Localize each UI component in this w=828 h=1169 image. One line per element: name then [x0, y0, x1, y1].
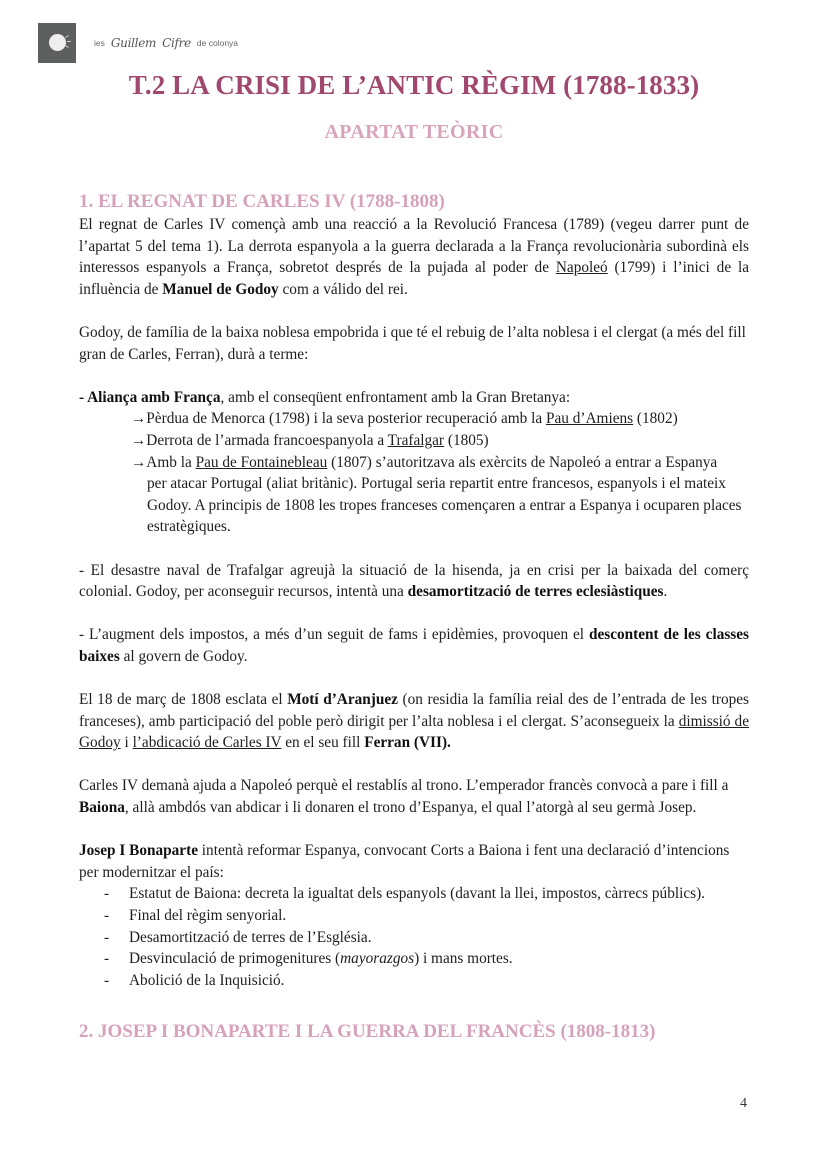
bold-baiona: Baiona: [79, 799, 125, 817]
school-logo-icon: [38, 23, 76, 63]
dash: -: [104, 885, 110, 903]
text: , allà ambdós van abdicar i li donaren el trono d’Espanya, el qual l’atorgà al seu germà Josep.: [124, 799, 697, 817]
text: i: [120, 734, 133, 752]
text: Desamortització de terres de l’Església.: [129, 928, 372, 946]
list-item: [79, 452, 749, 538]
text: Carles IV demanà ajuda a Napoleó perquè el restablís al trono. L’emperador francès convocà a pare i fill a: [79, 777, 729, 795]
link-trafalgar[interactable]: Trafalgar: [387, 431, 445, 449]
paragraph-aranjuez: [79, 689, 749, 754]
document-title: T.2 LA CRISI DE L’ANTIC RÈGIM (1788-1833): [128, 70, 700, 100]
text: - L’augment dels impostos, a més d’un seguit de fams i epidèmies, provoquen el: [79, 626, 589, 644]
text: .: [663, 583, 668, 601]
arrow-icon: →: [131, 410, 147, 428]
italic-mayorazgos: mayorazgos: [340, 950, 415, 968]
school-name-script-2: Cifre: [162, 36, 191, 50]
text: Estatut de Baiona: decreta la igualtat dels espanyols (davant la llei, impostos, càrrecs públics).: [129, 885, 706, 903]
text: en el seu fill: [281, 734, 365, 752]
arrow-icon: →: [131, 453, 147, 471]
arrow-icon: →: [131, 431, 147, 449]
text: (1807) s’autoritzava als exèrcits de Napoleó a entrar a Espanya: [327, 453, 718, 471]
text: intentà reformar Espanya, convocant Corts a Baiona i fent una declaració d’intencions per modernitzar el país:: [79, 842, 730, 881]
school-suffix: de colonya: [196, 38, 239, 48]
link-dimissio-godoy[interactable]: dimissió de Godoy: [79, 712, 749, 752]
bold-godoy: Manuel de Godoy: [162, 280, 279, 298]
section-1-heading: 1. EL REGNAT DE CARLES IV (1788-1808): [79, 191, 445, 212]
text: ) i mans mortes.: [414, 950, 513, 968]
text: per atacar Portugal (aliat britànic). Portugal seria repartit entre francesos, espanyols i el mateix Godoy. A principis de 1808 les tropes franceses començaren a entrar a Espanya i ocuparen places estratègiques.: [147, 475, 742, 536]
list-item: [79, 927, 749, 949]
link-napoleo[interactable]: Napoleó: [555, 259, 608, 277]
text: Abolició de la Inquisició.: [129, 971, 285, 989]
school-name: [94, 36, 238, 50]
page-number: 4: [740, 1096, 747, 1111]
list-item: [79, 948, 749, 970]
text: (1802): [633, 410, 678, 428]
list-item: [79, 430, 749, 452]
list-item: [79, 970, 749, 992]
paragraph-impostos: [79, 624, 749, 667]
dash: -: [104, 950, 110, 968]
list-item: [79, 905, 749, 927]
alliance-heading: [79, 387, 749, 409]
text: El 18 de març de 1808 esclata el: [79, 691, 288, 709]
paragraph-baiona: [79, 775, 749, 818]
bold-alliance: Aliança amb França: [87, 388, 221, 406]
list-item: [79, 883, 749, 905]
dash: -: [104, 971, 110, 989]
text: Derrota de l’armada francoespanyola a: [146, 431, 388, 449]
link-pau-amiens[interactable]: Pau d’Amiens: [545, 410, 634, 428]
text: Final del règim senyorial.: [129, 907, 287, 924]
text: al govern de Godoy.: [119, 647, 248, 665]
text: (1805): [444, 431, 489, 449]
text: , amb el conseqüent enfrontament amb la Gran Bretanya:: [220, 388, 571, 406]
text: Desvinculació de primogenitures (: [129, 950, 341, 968]
school-prefix: ies: [94, 38, 105, 48]
reforms-list: [79, 883, 749, 991]
text: (1799) i l’inici de la influència de: [79, 259, 749, 298]
paragraph-godoy: Godoy, de família de la baixa noblesa empobrida i que té el rebuig de l’alta noblesa i el clergat (a més del fill gran de Carles, Ferran), durà a terme:: [79, 323, 746, 363]
dash: -: [104, 928, 110, 946]
text: Amb la: [146, 453, 196, 471]
dash: -: [104, 907, 110, 924]
paragraph-trafalgar: [79, 560, 749, 603]
bold-ferran: Ferran (VII).: [364, 734, 451, 752]
paragraph-intro: [79, 214, 749, 300]
dash: -: [79, 388, 88, 406]
section-2-heading: 2. JOSEP I BONAPARTE I LA GUERRA DEL FRANCÈS (1808-1813): [79, 1021, 656, 1042]
bold-josep-bonaparte: Josep I Bonaparte: [79, 842, 198, 860]
text: com a válido del rei.: [278, 280, 408, 298]
paragraph-josep: [79, 840, 749, 883]
school-name-script-1: Guillem: [110, 36, 157, 50]
bold-descontent: descontent de les classes baixes: [79, 626, 749, 665]
bold-desamortitzacio: desamortització de terres eclesiàstiques: [407, 583, 664, 601]
document-subtitle: APARTAT TEÒRIC: [324, 121, 504, 143]
link-abdicacio-carles[interactable]: l’abdicació de Carles IV: [132, 734, 282, 752]
text: (on residia la família reial des de l’entrada de les tropes franceses), amb participació del poble però dirigit per l’alta noblesa i el clergat. S’aconsegueix la: [79, 691, 749, 730]
list-item: [79, 408, 749, 430]
section-1: [79, 190, 749, 991]
link-pau-fontainebleau[interactable]: Pau de Fontainebleau: [195, 453, 328, 471]
text: - El desastre naval de Trafalgar agreujà la situació de la hisenda, ja en crisi per la baixada del comerç colonial. Godoy, per aconseguir recursos, intentà una: [79, 561, 749, 601]
page-header: [38, 23, 238, 63]
text: Pèrdua de Menorca (1798) i la seva posterior recuperació amb la: [146, 410, 546, 428]
text: El regnat de Carles IV començà amb una reacció a la Revolució Francesa (1789) (vegeu darrer punt de l’apartat 5 del tema 1). La derrota espanyola a la guerra declarada a la França revolucionària subordinà els interessos espanyols a França, sobretot després de la pujada al poder de: [79, 216, 749, 277]
bold-moti-aranjuez: Motí d’Aranjuez: [287, 691, 398, 709]
alliance-list: [79, 408, 749, 538]
